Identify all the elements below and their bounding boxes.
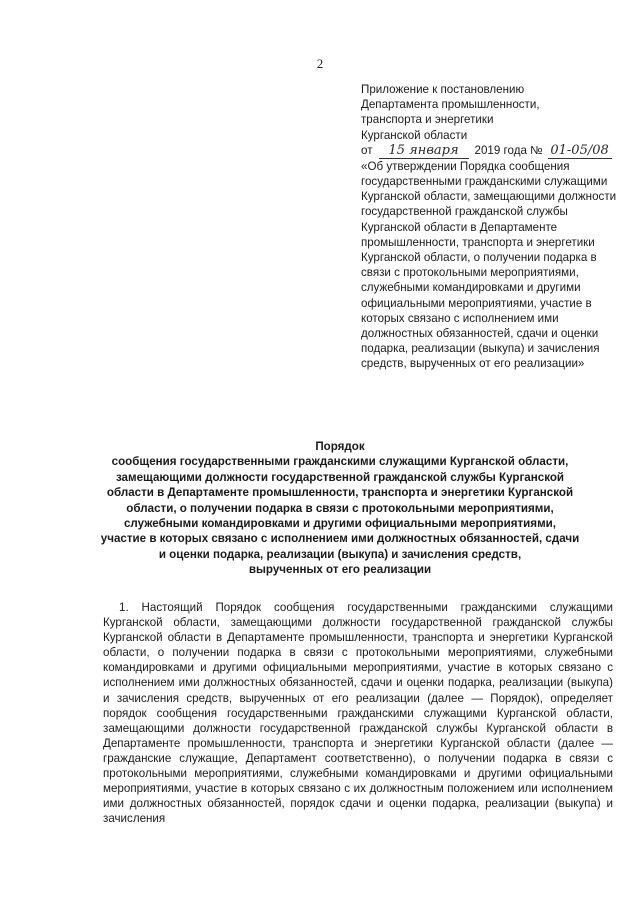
- appendix-line-4: Курганской области: [361, 128, 468, 142]
- heading-line-2: замещающими должности государственной гражданской службы Курганской: [115, 470, 565, 484]
- heading-line-7: и оценки подарка, реализации (выкупа) и зачисления средств,: [158, 547, 522, 561]
- document-heading: [70, 439, 610, 578]
- date-prefix: от: [361, 143, 373, 157]
- appendix-quote: «Об утверждении Порядка сообщения государственными гражданскими служащими Курганской области, замещающими должности государственной гражданской службы Курганской области в Департаменте промышленности, транспорта и энергетики Курганской области, о получении подарка в связи с протокольными мероприятиями, служебными командировками и другими официальными мероприятиями, участие в которых связано с исполнением ими должностных обязанностей, сдачи и оценки подарка, реализации (выкупа) и зачисления средств, вырученных от его реализации»: [361, 159, 617, 371]
- date-year: 2019 года №: [474, 143, 543, 157]
- handwritten-date: 15 января: [379, 144, 469, 159]
- appendix-line-2: Департамента промышленности,: [361, 98, 540, 112]
- appendix-line-1: Приложение к постановлению: [361, 83, 525, 96]
- appendix-line-3: транспорта и энергетики: [361, 113, 494, 127]
- heading-line-3: области в Департаменте промышленности, транспорта и энергетики Курганской: [106, 486, 574, 500]
- heading-line-4: области, о получении подарка в связи с протокольными мероприятиями,: [126, 501, 554, 515]
- appendix-block: [361, 82, 623, 372]
- heading-line-6: участие в которых связано с исполнением ими должностных обязанностей, сдачи: [100, 532, 580, 546]
- page-number: 2: [316, 56, 324, 71]
- body-text: [103, 600, 613, 826]
- heading-line-1: сообщения государственными гражданскими служащими Курганской области,: [111, 455, 569, 469]
- heading-title: Порядок: [315, 440, 365, 453]
- handwritten-number: 01-05/08: [548, 144, 612, 159]
- heading-line-8: вырученных от его реализации: [248, 563, 432, 577]
- paragraph-1: 1. Настоящий Порядок сообщения государственными гражданскими служащими Курганской области, замещающими должности государственной гражданской службы Курганской области в Департаменте промышленности, транспорта и энергетики Курганской области, о получении подарка в связи с протокольными мероприятиями, служебными командировками и другими официальными мероприятиями, участие в которых связано с исполнением ими должностных обязанностей, сдачи и оценки подарка, реализации (выкупа) и зачисления средств, вырученных от его реализации (далее — Порядок), определяет порядок сообщения государственными гражданскими служащими Курганской области, замещающими должности государственной гражданской службы Курганской области в Департаменте промышленности, транспорта и энергетики Курганской области (далее — гражданские служащие, Департамент соответственно), о получении подарка в связи с протокольными мероприятиями, служебными командировками и другими официальными мероприятиями, участие в которых связано с их должностным положением или исполнением ими должностных обязанностей, порядок сдачи и оценки подарка, реализации (выкупа) и зачисления: [103, 601, 613, 826]
- heading-line-5: служебными командировками и другими официальными мероприятиями,: [123, 517, 556, 531]
- appendix-date-row: [361, 143, 623, 159]
